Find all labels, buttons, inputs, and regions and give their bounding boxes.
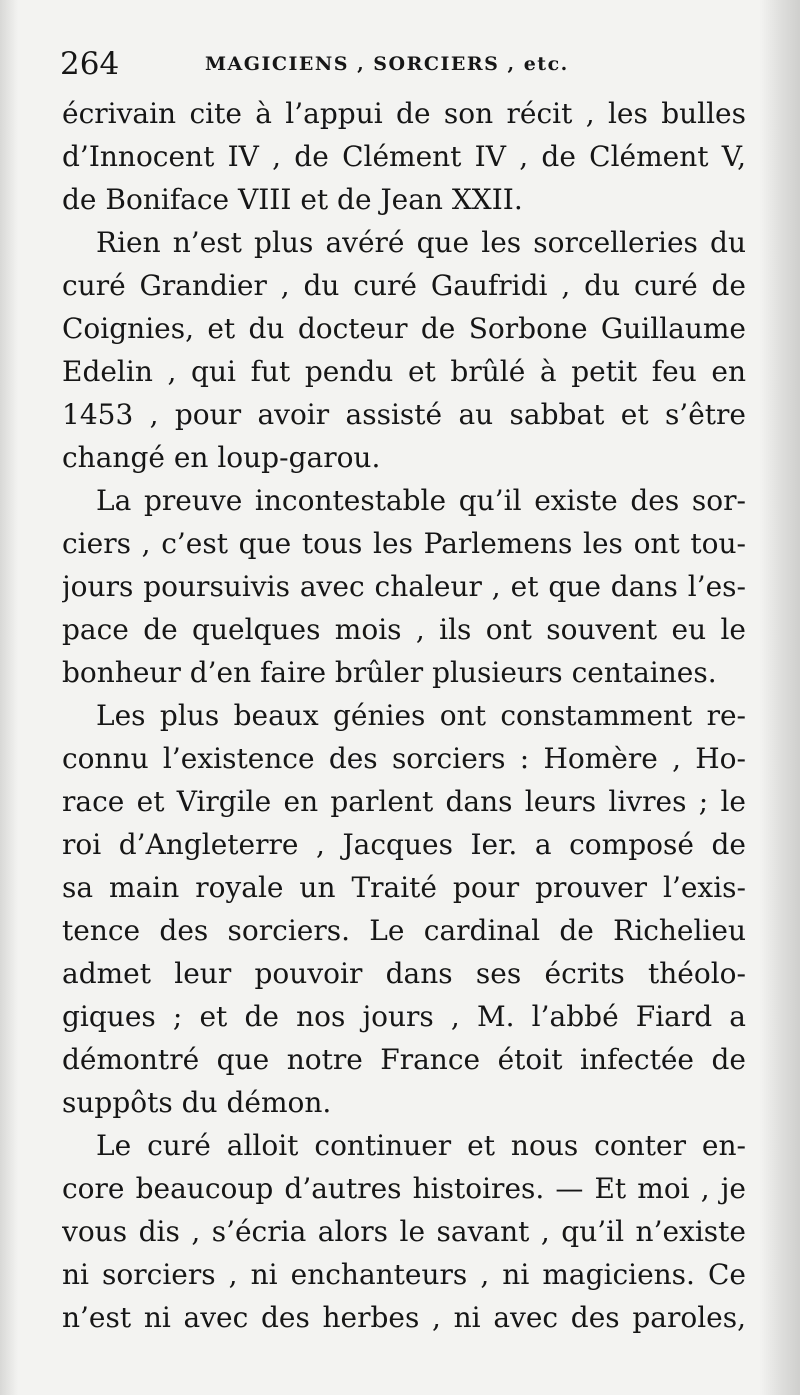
text-line: ciers , c’est que tous les Parlemens les ont tou- [62, 527, 746, 560]
text-line: Coignies, et du docteur de Sorbone Guillaume [62, 312, 746, 345]
text-line: tence des sorciers. Le cardinal de Richelieu [62, 914, 746, 947]
running-title: MAGICIENS , SORCIERS , etc. [205, 53, 569, 75]
text-line: n’est ni avec des herbes , ni avec des paroles, [62, 1301, 746, 1334]
text-line: sa main royale un Traité pour prouver l’exis- [62, 871, 746, 904]
body-text [62, 92, 746, 1339]
text-line: curé Grandier , du curé Gaufridi , du curé de [62, 269, 746, 302]
text-line: jours poursuivis avec chaleur , et que dans l’es- [62, 570, 746, 603]
text-line: vous dis , s’écria alors le savant , qu’il n’existe [62, 1215, 746, 1248]
text-line: démontré que notre France étoit infectée de [62, 1043, 746, 1076]
text-line: d’Innocent IV , de Clément IV , de Clément V, [62, 140, 746, 173]
page-shadow-right [760, 0, 800, 1395]
text-line: Rien n’est plus avéré que les sorcelleries du [96, 226, 746, 259]
text-line: core beaucoup d’autres histoires. — Et moi , je [62, 1172, 746, 1205]
text-line: pace de quelques mois , ils ont souvent eu le [62, 613, 746, 646]
text-line: Edelin , qui fut pendu et brûlé à petit feu en [62, 355, 746, 388]
text-line: 1453 , pour avoir assisté au sabbat et s’être [62, 398, 746, 431]
text-line: suppôts du démon. [62, 1086, 332, 1119]
text-line: Les plus beaux génies ont constamment re- [96, 699, 746, 732]
text-line: roi d’Angleterre , Jacques Ier. a composé de [62, 828, 746, 861]
text-line: race et Virgile en parlent dans leurs livres ; le [62, 785, 746, 818]
page-header [60, 44, 740, 84]
text-line: connu l’existence des sorciers : Homère , Ho- [62, 742, 746, 775]
text-line: La preuve incontestable qu’il existe des sor- [96, 484, 746, 517]
text-line: giques ; et de nos jours , M. l’abbé Fiard a [62, 1000, 746, 1033]
text-line: admet leur pouvoir dans ses écrits théolo- [62, 957, 746, 990]
text-line: Le curé alloit continuer et nous conter en- [96, 1129, 746, 1162]
text-line: ni sorciers , ni enchanteurs , ni magiciens. Ce [62, 1258, 746, 1291]
page-shadow-left [0, 0, 18, 1395]
page-number: 264 [60, 46, 120, 82]
text-line: changé en loup-garou. [62, 441, 381, 474]
text-line: écrivain cite à l’appui de son récit , les bulles [62, 97, 746, 130]
text-line: de Boniface VIII et de Jean XXII. [62, 183, 523, 216]
text-line: bonheur d’en faire brûler plusieurs centaines. [62, 656, 717, 689]
